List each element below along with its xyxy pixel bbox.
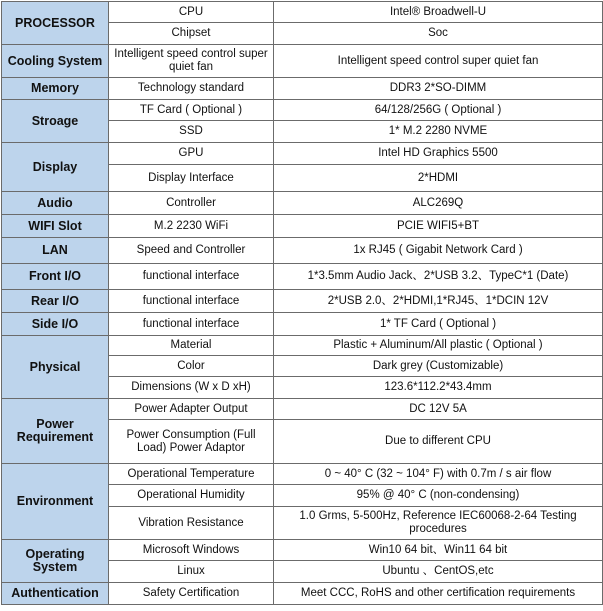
windows-value: Win10 64 bit、Win11 64 bit bbox=[274, 540, 603, 561]
linux-value: Ubuntu 、CentOS,etc bbox=[274, 561, 603, 583]
chipset-label: Chipset bbox=[109, 23, 274, 45]
category-environment: Environment bbox=[2, 464, 109, 540]
table-row bbox=[2, 336, 603, 356]
linux-label: Linux bbox=[109, 561, 274, 583]
table-row bbox=[2, 100, 603, 121]
display-interface-label: Display Interface bbox=[109, 165, 274, 192]
color-label: Color bbox=[109, 356, 274, 377]
category-storage: Stroage bbox=[2, 100, 109, 143]
op-humidity-value: 95% @ 40° C (non-condensing) bbox=[274, 485, 603, 507]
rear-io-label: functional interface bbox=[109, 290, 274, 313]
vibration-label: Vibration Resistance bbox=[109, 507, 274, 540]
category-os: Operating System bbox=[2, 540, 109, 583]
tf-card-label: TF Card ( Optional ) bbox=[109, 100, 274, 121]
table-row bbox=[2, 264, 603, 290]
table-row bbox=[2, 45, 603, 78]
cpu-value: Intel® Broadwell-U bbox=[274, 2, 603, 23]
table-row bbox=[2, 192, 603, 215]
category-physical: Physical bbox=[2, 336, 109, 399]
cooling-label: Intelligent speed control super quiet fan bbox=[109, 45, 274, 78]
table-row bbox=[2, 313, 603, 336]
op-temp-value: 0 ~ 40° C (32 ~ 104° F) with 0.7m / s air flow bbox=[274, 464, 603, 485]
cert-value: Meet CCC, RoHS and other certification requirements bbox=[274, 583, 603, 605]
category-memory: Memory bbox=[2, 78, 109, 100]
table-row bbox=[2, 583, 603, 605]
lan-label: Speed and Controller bbox=[109, 238, 274, 264]
category-wifi: WIFI Slot bbox=[2, 215, 109, 238]
category-display: Display bbox=[2, 143, 109, 192]
front-io-label: functional interface bbox=[109, 264, 274, 290]
cpu-label: CPU bbox=[109, 2, 274, 23]
lan-value: 1x RJ45 ( Gigabit Network Card ) bbox=[274, 238, 603, 264]
table-row bbox=[2, 215, 603, 238]
table-row bbox=[2, 290, 603, 313]
audio-label: Controller bbox=[109, 192, 274, 215]
audio-value: ALC269Q bbox=[274, 192, 603, 215]
front-io-value: 1*3.5mm Audio Jack、2*USB 3.2、TypeC*1 (Date) bbox=[274, 264, 603, 290]
vibration-value: 1.0 Grms, 5-500Hz, Reference IEC60068-2-64 Testing procedures bbox=[274, 507, 603, 540]
category-front-io: Front I/O bbox=[2, 264, 109, 290]
tf-card-value: 64/128/256G ( Optional ) bbox=[274, 100, 603, 121]
adapter-value: DC 12V 5A bbox=[274, 399, 603, 420]
memory-value: DDR3 2*SO-DIMM bbox=[274, 78, 603, 100]
chipset-value: Soc bbox=[274, 23, 603, 45]
category-lan: LAN bbox=[2, 238, 109, 264]
category-power: Power Requirement bbox=[2, 399, 109, 464]
cert-label: Safety Certification bbox=[109, 583, 274, 605]
dimensions-value: 123.6*112.2*43.4mm bbox=[274, 377, 603, 399]
rear-io-value: 2*USB 2.0、2*HDMI,1*RJ45、1*DCIN 12V bbox=[274, 290, 603, 313]
side-io-value: 1* TF Card ( Optional ) bbox=[274, 313, 603, 336]
category-side-io: Side I/O bbox=[2, 313, 109, 336]
side-io-label: functional interface bbox=[109, 313, 274, 336]
table-row bbox=[2, 78, 603, 100]
color-value: Dark grey (Customizable) bbox=[274, 356, 603, 377]
table-row bbox=[2, 2, 603, 23]
display-interface-value: 2*HDMI bbox=[274, 165, 603, 192]
material-label: Material bbox=[109, 336, 274, 356]
ssd-label: SSD bbox=[109, 121, 274, 143]
table-row bbox=[2, 143, 603, 165]
consumption-label: Power Consumption (Full Load) Power Adaptor bbox=[109, 420, 274, 464]
memory-label: Technology standard bbox=[109, 78, 274, 100]
ssd-value: 1* M.2 2280 NVME bbox=[274, 121, 603, 143]
gpu-label: GPU bbox=[109, 143, 274, 165]
category-processor: PROCESSOR bbox=[2, 2, 109, 45]
wifi-value: PCIE WIFI5+BT bbox=[274, 215, 603, 238]
cooling-value: Intelligent speed control super quiet fan bbox=[274, 45, 603, 78]
spec-table bbox=[1, 1, 603, 605]
category-audio: Audio bbox=[2, 192, 109, 215]
consumption-value: Due to different CPU bbox=[274, 420, 603, 464]
gpu-value: Intel HD Graphics 5500 bbox=[274, 143, 603, 165]
table-row bbox=[2, 464, 603, 485]
dimensions-label: Dimensions (W x D xH) bbox=[109, 377, 274, 399]
wifi-label: M.2 2230 WiFi bbox=[109, 215, 274, 238]
material-value: Plastic + Aluminum/All plastic ( Optional ) bbox=[274, 336, 603, 356]
table-row bbox=[2, 399, 603, 420]
category-cooling: Cooling System bbox=[2, 45, 109, 78]
adapter-label: Power Adapter Output bbox=[109, 399, 274, 420]
category-rear-io: Rear I/O bbox=[2, 290, 109, 313]
category-auth: Authentication bbox=[2, 583, 109, 605]
windows-label: Microsoft Windows bbox=[109, 540, 274, 561]
table-row bbox=[2, 238, 603, 264]
op-humidity-label: Operational Humidity bbox=[109, 485, 274, 507]
table-row bbox=[2, 540, 603, 561]
op-temp-label: Operational Temperature bbox=[109, 464, 274, 485]
